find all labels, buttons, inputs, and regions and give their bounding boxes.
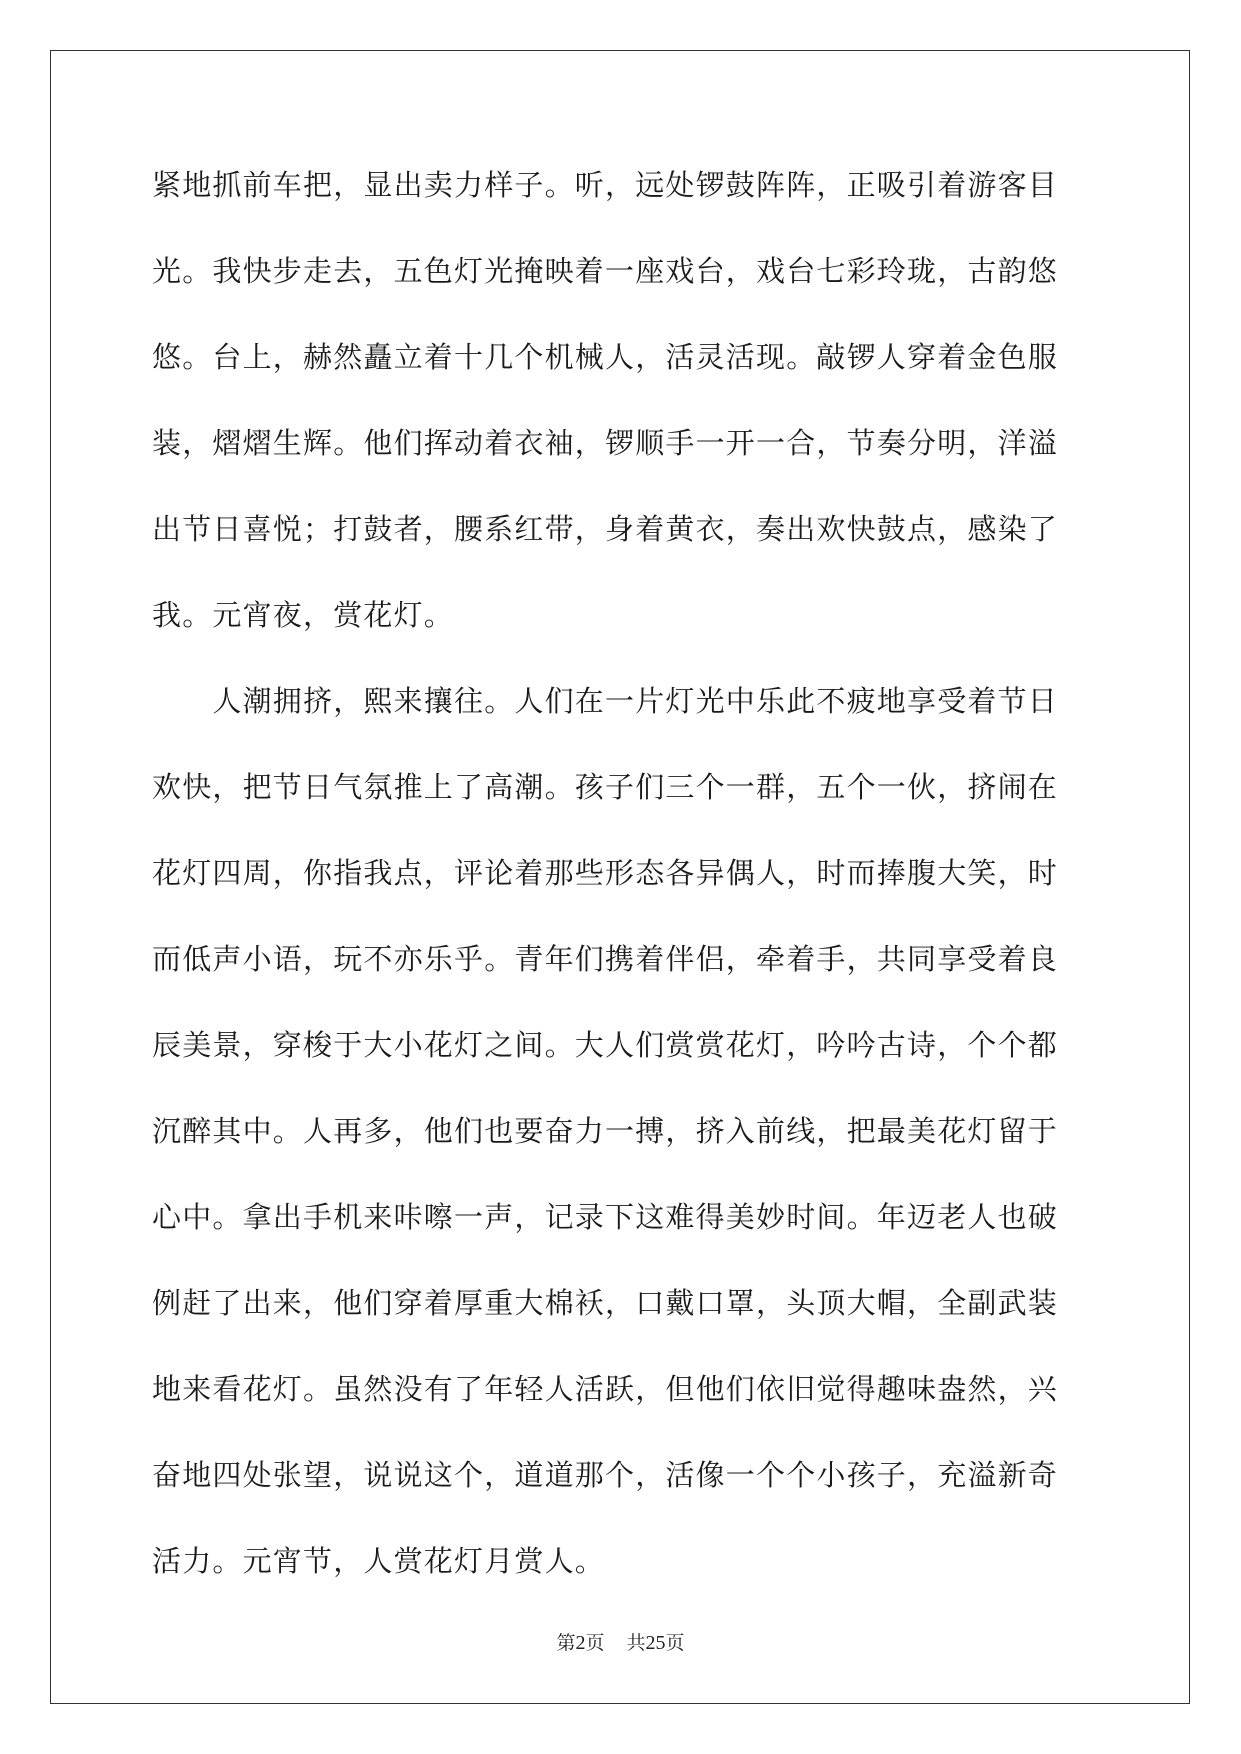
page-number: 2 [575, 1632, 586, 1654]
total-suffix: 页 [665, 1632, 685, 1654]
text-line: 心中。拿出手机来咔嚓一声，记录下这难得美妙时间。年迈老人也破 [152, 1200, 1059, 1234]
text-line: 例赶了出来，他们穿着厚重大棉袄，口戴口罩，头顶大帽，全副武装 [152, 1286, 1059, 1320]
document-body [152, 160, 1092, 1622]
text-line: 花灯四周，你指我点，评论着那些形态各异偶人，时而捧腹大笑，时 [152, 856, 1059, 890]
total-prefix: 共 [626, 1632, 646, 1654]
text-line: 我。元宵夜，赏花灯。 [152, 598, 455, 632]
total-pages: 25 [645, 1632, 666, 1654]
text-line: 活力。元宵节，人赏花灯月赏人。 [152, 1544, 606, 1578]
text-line: 沉醉其中。人再多，他们也要奋力一搏，挤入前线，把最美花灯留于 [152, 1114, 1059, 1148]
page-prefix: 第 [556, 1632, 576, 1654]
text-line: 地来看花灯。虽然没有了年轻人活跃，但他们依旧觉得趣味盎然，兴 [152, 1372, 1059, 1406]
text-line: 人潮拥挤，熙来攘往。人们在一片灯光中乐此不疲地享受着节日 [152, 684, 1059, 718]
text-line: 而低声小语，玩不亦乐乎。青年们携着伴侣，牵着手，共同享受着良 [152, 942, 1059, 976]
page-footer [0, 1628, 1241, 1655]
text-line: 辰美景，穿梭于大小花灯之间。大人们赏赏花灯，吟吟古诗，个个都 [152, 1028, 1059, 1062]
text-line: 奋地四处张望，说说这个，道道那个，活像一个个小孩子，充溢新奇 [152, 1458, 1059, 1492]
text-line: 光。我快步走去，五色灯光掩映着一座戏台，戏台七彩玲珑，古韵悠 [152, 254, 1059, 288]
text-line: 装，熠熠生辉。他们挥动着衣袖，锣顺手一开一合，节奏分明，洋溢 [152, 426, 1059, 460]
text-line: 紧地抓前车把，显出卖力样子。听，远处锣鼓阵阵，正吸引着游客目 [152, 168, 1059, 202]
text-line: 欢快，把节日气氛推上了高潮。孩子们三个一群，五个一伙，挤闹在 [152, 770, 1059, 804]
text-line: 悠。台上，赫然矗立着十几个机械人，活灵活现。敲锣人穿着金色服 [152, 340, 1059, 374]
page-suffix: 页 [585, 1632, 605, 1654]
text-line: 出节日喜悦；打鼓者，腰系红带，身着黄衣，奏出欢快鼓点，感染了 [152, 512, 1059, 546]
